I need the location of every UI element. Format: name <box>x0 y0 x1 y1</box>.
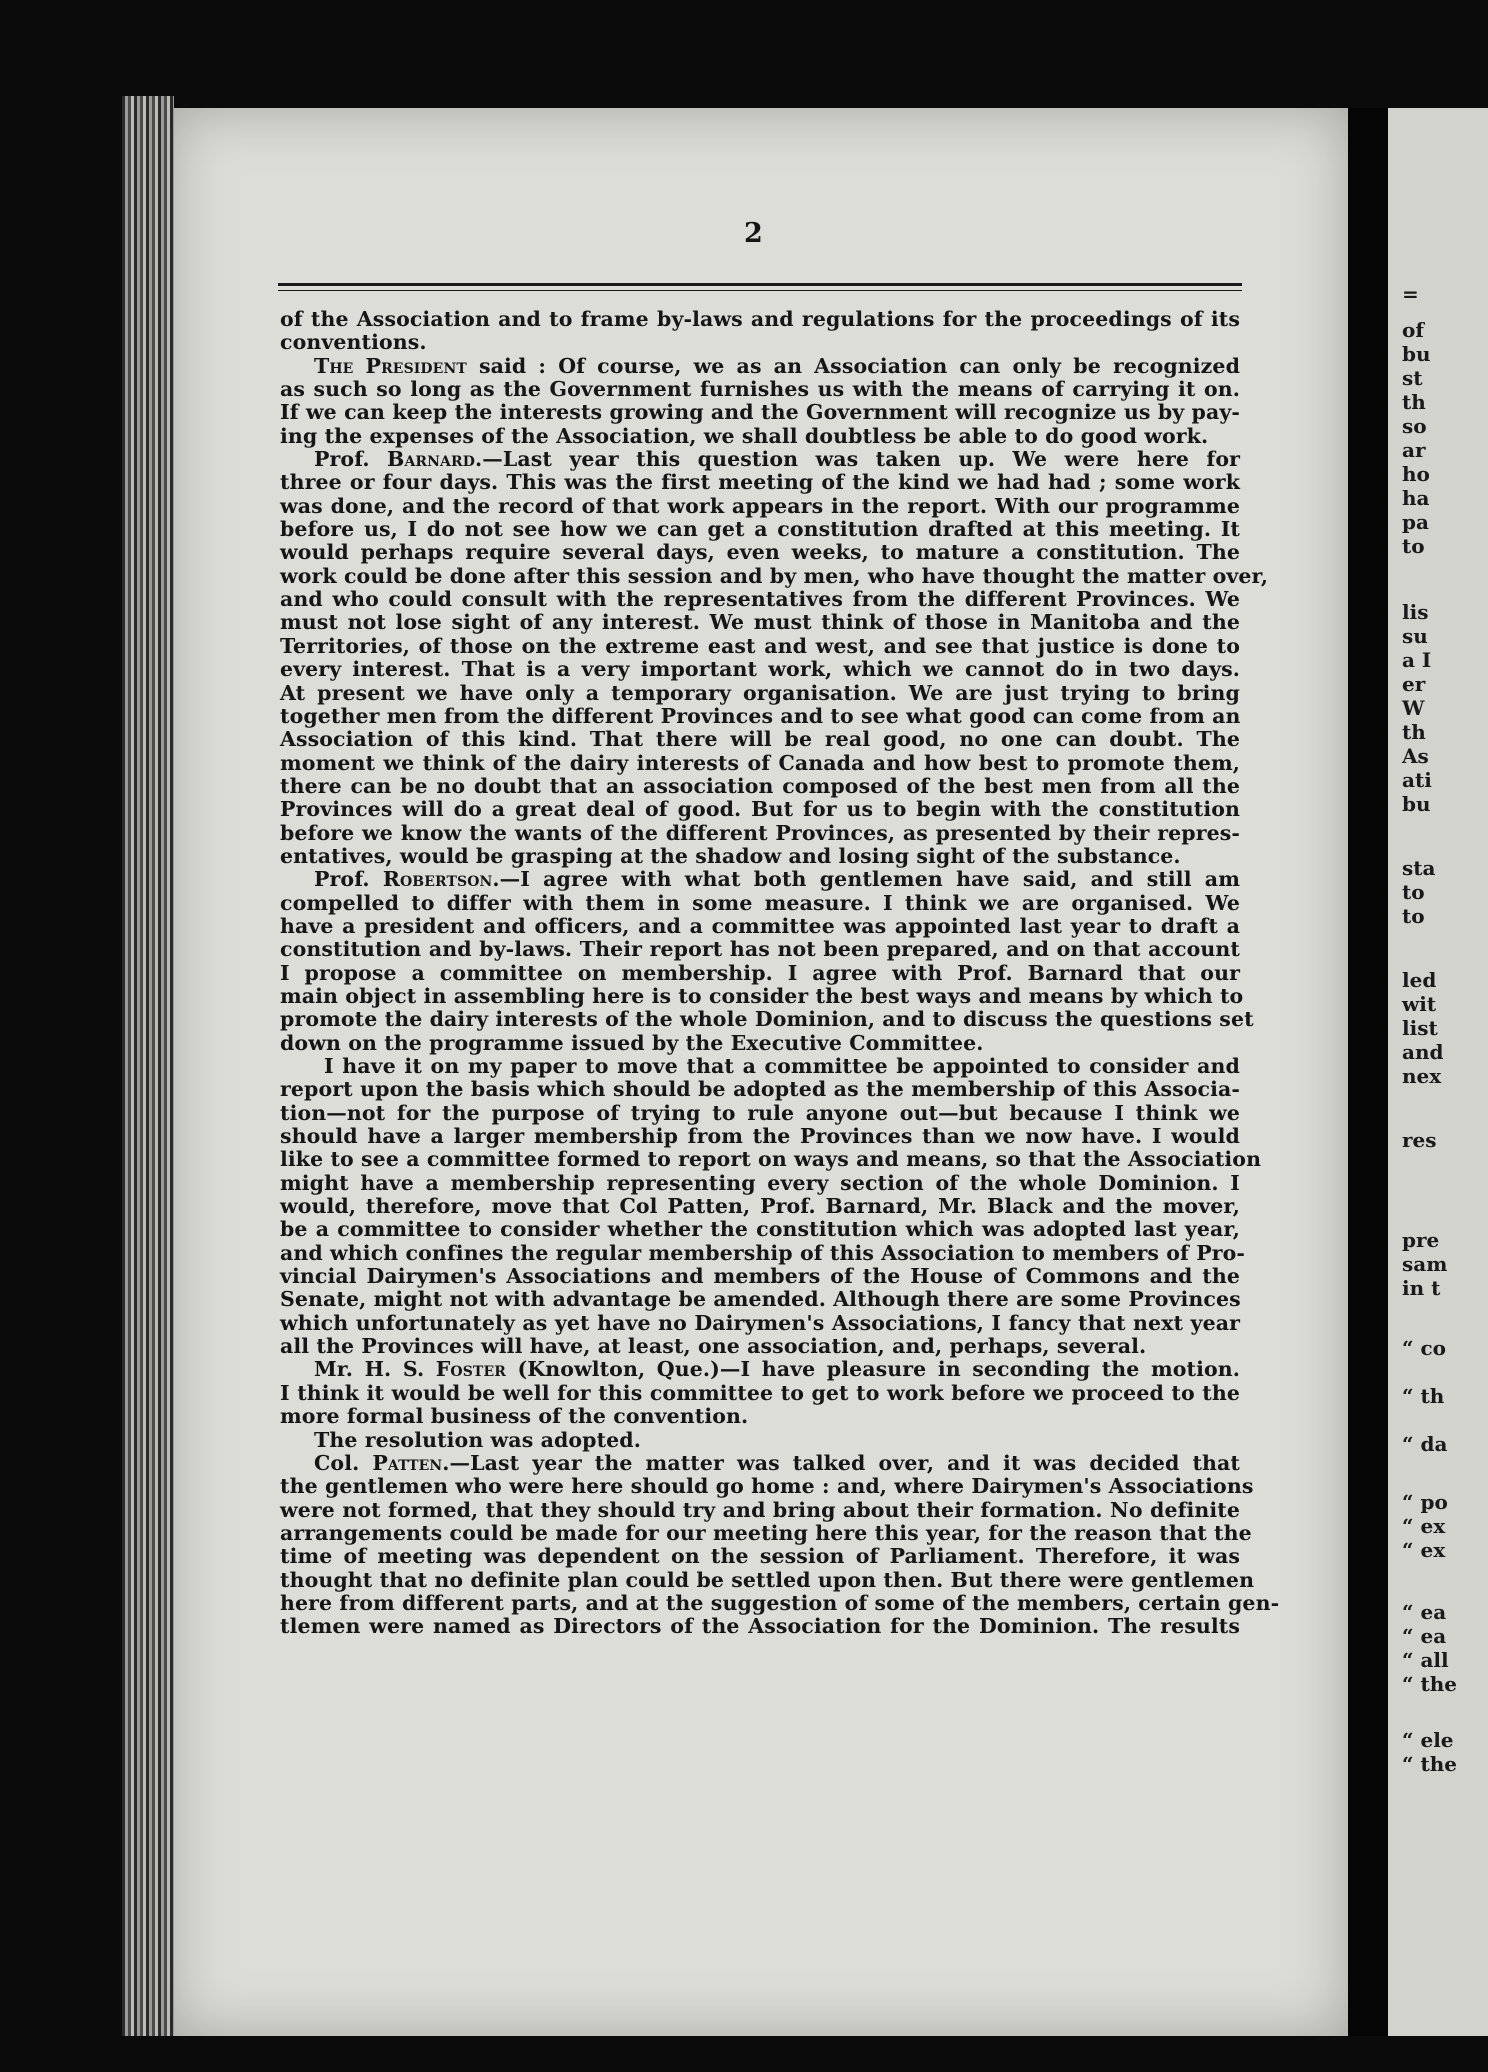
margin-fragment: “ the <box>1402 1752 1457 1776</box>
line-text: The resolution was adopted. <box>314 1427 641 1452</box>
margin-fragment: ati <box>1402 768 1432 792</box>
text-line <box>280 495 1240 518</box>
page-number: 2 <box>744 218 763 249</box>
text-line <box>280 705 1240 728</box>
margin-fragment: res <box>1402 1128 1437 1152</box>
line-text: before us, I do not see how we can get a constitution drafted at this meeting. It <box>280 517 1240 542</box>
line-text: I have it on my paper to move that a committee be appointed to consider and <box>324 1054 1240 1078</box>
margin-fragment: sam <box>1402 1252 1448 1276</box>
text-line <box>280 1265 1240 1288</box>
line-text: vincial Dairymen's Associations and members of the House of Commons and the <box>280 1264 1240 1289</box>
margin-fragment: th <box>1402 720 1426 744</box>
line-text: every interest. That is a very important work, which we cannot do in two days. <box>280 657 1240 682</box>
margin-fragment: “ da <box>1402 1432 1448 1456</box>
line-text: be a committee to consider whether the constitution which was adopted last year, <box>280 1217 1240 1242</box>
margin-fragment: “ po <box>1402 1490 1448 1514</box>
margin-fragment: er <box>1402 672 1426 696</box>
speaker-name: Patten <box>372 1450 443 1475</box>
margin-fragment: “ ex <box>1402 1538 1446 1562</box>
margin-fragment: led <box>1402 968 1437 992</box>
line-text: Provinces will do a great deal of good. But for us to begin with the constitution <box>280 797 1240 822</box>
text-line <box>280 1147 1262 1172</box>
margin-fragment: As <box>1402 744 1429 768</box>
margin-fragment: ha <box>1402 486 1430 510</box>
line-text: At present we have only a temporary organisation. We are just trying to bring <box>280 680 1240 705</box>
header-rule-thin <box>278 290 1242 291</box>
line-text: (Knowlton, Que.)—I have pleasure in seconding the motion. <box>505 1357 1240 1382</box>
text-line <box>280 1474 1254 1499</box>
text-line <box>280 1032 1240 1055</box>
line-text: three or four days. This was the first meeting of the kind we had had ; some work <box>280 470 1240 495</box>
text-line <box>280 1429 1240 1452</box>
text-line <box>280 1218 1240 1241</box>
line-text: and who could consult with the representatives from the different Provinces. We <box>280 587 1240 612</box>
line-text: Territories, of those on the extreme east and west, and see that justice is done to <box>280 633 1240 658</box>
text-line <box>280 1078 1240 1101</box>
text-line <box>280 1405 1240 1428</box>
line-prefix: Prof. <box>314 447 388 472</box>
text-line <box>280 448 1240 471</box>
margin-fragment: bu <box>1402 792 1431 816</box>
margin-fragment: so <box>1402 414 1427 438</box>
margin-fragment: in t <box>1402 1276 1441 1300</box>
line-text: tlemen were named as Directors of the Association for the Dominion. The results <box>280 1614 1240 1639</box>
line-text: more formal business of the convention. <box>280 1404 749 1429</box>
text-line <box>280 938 1240 961</box>
line-text: down on the programme issued by the Executive Committee. <box>280 1030 984 1055</box>
line-text: tion—not for the purpose of trying to rule anyone out—but because I think we <box>280 1100 1240 1125</box>
text-line <box>280 798 1240 821</box>
line-text: work could be done after this session and by men, who have thought the matter over, <box>280 563 1269 588</box>
line-text: constitution and by-laws. Their report has not been prepared, and on that account <box>280 937 1240 962</box>
text-line <box>280 1102 1240 1125</box>
text-line <box>280 983 1244 1008</box>
text-line <box>280 1172 1240 1195</box>
page-gutter <box>1348 108 1388 2036</box>
line-text: might have a membership representing every section of the whole Dominion. I <box>280 1170 1240 1195</box>
line-text: said : Of course, we as an Association can only be recognized <box>466 353 1241 378</box>
margin-fragment: W <box>1402 696 1425 720</box>
text-line <box>280 1382 1240 1405</box>
margin-fragment: ar <box>1402 438 1426 462</box>
line-text: conventions. <box>280 330 427 355</box>
line-text: compelled to differ with them in some measure. I think we are organised. We <box>280 890 1240 915</box>
text-line <box>280 728 1240 751</box>
margin-fragment: pa <box>1402 510 1429 534</box>
margin-fragment: “ co <box>1402 1336 1446 1360</box>
margin-fragment: to <box>1402 534 1425 558</box>
text-line <box>280 868 1240 891</box>
body-text <box>280 307 1280 1639</box>
line-text: report upon the basis which should be adopted as the membership of this Associa- <box>280 1077 1240 1102</box>
text-line <box>280 1567 1255 1592</box>
line-text: as such so long as the Government furnishes us with the means of carrying it on. <box>280 377 1240 402</box>
text-line <box>280 518 1240 541</box>
margin-fragment: “ the <box>1402 1672 1457 1696</box>
text-line <box>280 892 1240 915</box>
text-line <box>280 563 1269 588</box>
text-line <box>280 915 1240 938</box>
line-text: entatives, would be grasping at the shadow and losing sight of the substance. <box>280 843 1181 868</box>
line-text: was done, and the record of that work appears in the report. With our programme <box>280 493 1240 518</box>
line-text: were not formed, that they should try and bring about their formation. No definite <box>280 1497 1240 1522</box>
line-text: would perhaps require several days, even weeks, to mature a constitution. The <box>280 540 1240 565</box>
text-line <box>280 331 1240 354</box>
text-line <box>280 962 1240 985</box>
margin-fragment: a I <box>1402 648 1432 672</box>
text-line <box>280 822 1240 845</box>
text-line <box>280 1195 1240 1218</box>
margin-fragment: to <box>1402 880 1425 904</box>
speaker-name: Robertson <box>382 867 493 892</box>
text-line <box>280 845 1240 868</box>
margin-fragment: su <box>1402 624 1428 648</box>
line-text: which unfortunately as yet have no Dairymen's Associations, I fancy that next year <box>280 1310 1240 1335</box>
line-text: have a president and officers, and a committee was appointed last year to draft a <box>280 913 1240 938</box>
text-line <box>280 1125 1240 1148</box>
text-line <box>280 425 1240 448</box>
text-line <box>280 308 1240 331</box>
line-text: before we know the wants of the different Provinces, as presented by their repres- <box>280 820 1240 845</box>
line-text: there can be no doubt that an association composed of the best men from all the <box>280 773 1240 798</box>
text-line <box>280 588 1240 611</box>
margin-fragment: = <box>1402 282 1419 306</box>
text-line <box>280 401 1240 424</box>
text-line <box>280 775 1240 798</box>
margin-fragment: st <box>1402 366 1423 390</box>
text-line <box>280 1590 1280 1615</box>
line-text: thought that no definite plan could be settled upon then. But there were gentlemen <box>280 1567 1255 1592</box>
text-line <box>280 752 1240 775</box>
text-line <box>280 541 1240 564</box>
text-line <box>280 1240 1246 1265</box>
text-line <box>280 1288 1240 1311</box>
margin-fragment: nex <box>1402 1064 1442 1088</box>
line-text: I propose a committee on membership. I agree with Prof. Barnard that our <box>280 960 1240 985</box>
line-text: all the Provinces will have, at least, one association, and, perhaps, several. <box>280 1334 1147 1359</box>
margin-fragment: to <box>1402 904 1425 928</box>
margin-fragment: “ ea <box>1402 1624 1447 1648</box>
line-text: .—Last year this question was taken up. We were here for <box>474 447 1240 472</box>
line-text: If we can keep the interests growing and the Government will recognize us by pay- <box>280 400 1240 425</box>
margin-fragment: list <box>1402 1016 1438 1040</box>
margin-fragment: bu <box>1402 342 1431 366</box>
line-text: the gentlemen who were here should go home : and, where Dairymen's Associations <box>280 1474 1254 1499</box>
text-line <box>280 355 1240 378</box>
margin-fragment: pre <box>1402 1228 1440 1252</box>
text-line <box>280 635 1240 658</box>
margin-fragment: th <box>1402 390 1426 414</box>
line-prefix: Prof. <box>314 867 383 892</box>
text-line <box>280 682 1240 705</box>
line-text: moment we think of the dairy interests of Canada and how best to promote them, <box>280 750 1240 775</box>
line-text: Association of this kind. That there will be real good, no one can doubt. The <box>280 727 1240 752</box>
margin-fragment: “ ea <box>1402 1600 1447 1624</box>
line-text: should have a larger membership from the Provinces than we now have. I would <box>280 1124 1240 1149</box>
line-text: would, therefore, move that Col Patten, Prof. Barnard, Mr. Black and the mover, <box>280 1194 1240 1219</box>
text-line <box>280 1055 1240 1078</box>
text-line <box>280 1007 1254 1032</box>
line-text: .—Last year the matter was talked over, and it was decided that <box>442 1450 1240 1475</box>
line-text: promote the dairy interests of the whole Dominion, and to discuss the questions set <box>280 1007 1254 1032</box>
speaker-name: Foster <box>435 1357 506 1382</box>
margin-fragment: lis <box>1402 600 1429 624</box>
line-text: Senate, might not with advantage be amended. Although there are some Provinces <box>280 1287 1241 1312</box>
speaker-name: Barnard <box>387 447 475 472</box>
text-line <box>280 1452 1240 1475</box>
text-line <box>280 471 1240 494</box>
margin-fragment: sta <box>1402 856 1436 880</box>
margin-fragment: “ all <box>1402 1648 1449 1672</box>
margin-fragment: of <box>1402 318 1424 342</box>
header-rule-thick <box>278 283 1242 286</box>
line-text: must not lose sight of any interest. We must think of those in Manitoba and the <box>280 610 1240 635</box>
margin-fragment: ho <box>1402 462 1430 486</box>
margin-fragment: “ ex <box>1402 1514 1446 1538</box>
text-line <box>280 1499 1240 1522</box>
text-line <box>280 1312 1240 1335</box>
text-line <box>280 1335 1240 1358</box>
line-text: I think it would be well for this committee to get to work before we proceed to the <box>280 1380 1240 1405</box>
line-prefix: Mr. H. S. <box>314 1357 436 1382</box>
line-text: together men from the different Provinces and to see what good can come from an <box>280 703 1241 728</box>
margin-fragment: “ th <box>1402 1384 1445 1408</box>
text-line <box>280 378 1240 401</box>
text-line <box>280 1545 1240 1568</box>
text-line <box>280 1520 1252 1545</box>
line-text: main object in assembling here is to consider the best ways and means by which to <box>280 983 1244 1008</box>
line-text: ing the expenses of the Association, we shall doubtless be able to do good work. <box>280 423 1209 448</box>
speaker-name: The President <box>314 353 467 378</box>
line-prefix: Col. <box>314 1450 373 1475</box>
line-text: of the Association and to frame by-laws and regulations for the proceedings of its <box>280 307 1240 331</box>
text-line <box>280 658 1240 681</box>
line-text: time of meeting was dependent on the session of Parliament. Therefore, it was <box>280 1544 1240 1569</box>
margin-fragment: and <box>1402 1040 1444 1064</box>
margin-fragment: wit <box>1402 992 1437 1016</box>
text-line <box>280 611 1240 634</box>
text-line <box>280 1615 1240 1638</box>
line-text: arrangements could be made for our meeting here this year, for the reason that the <box>280 1520 1252 1545</box>
book-spine <box>122 96 174 2036</box>
line-text: and which confines the regular membership of this Association to members of Pro- <box>280 1240 1246 1265</box>
line-text: here from different parts, and at the suggestion of some of the members, certain gen- <box>280 1590 1280 1615</box>
line-text: like to see a committee formed to report on ways and means, so that the Association <box>280 1147 1262 1172</box>
line-text: .—I agree with what both gentlemen have said, and still am <box>492 867 1240 892</box>
margin-fragment: “ ele <box>1402 1728 1454 1752</box>
text-line <box>280 1358 1240 1381</box>
